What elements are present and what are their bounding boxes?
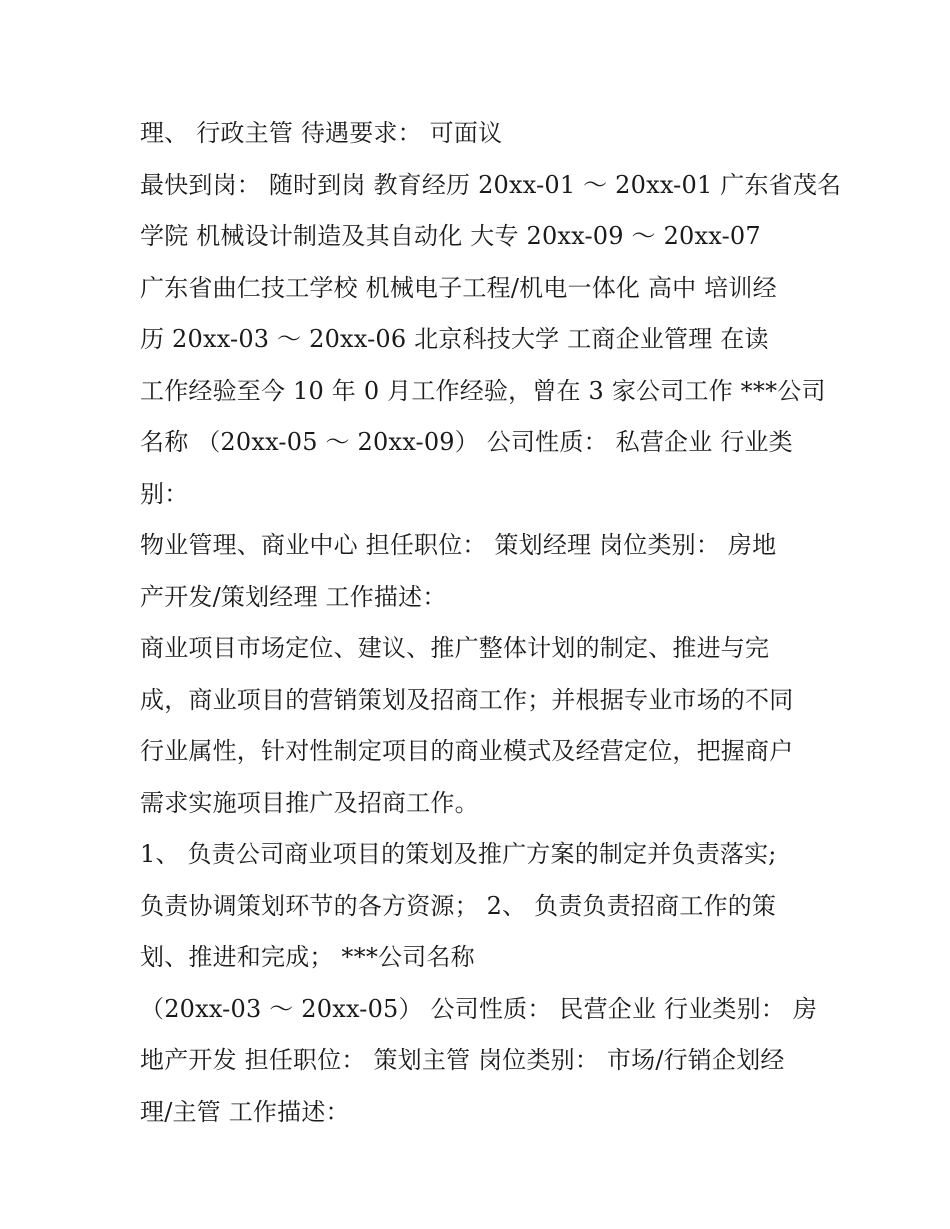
text-line: 学院 机械设计制造及其自动化 大专 20xx-09 ～ 20xx-07 [140,222,761,250]
text-line: 广东省曲仁技工学校 机械电子工程/机电一体化 高中 培训经 [140,273,777,302]
text-line: 需求实施项目推广及招商工作。 [140,788,479,817]
text-line: 名称 （20xx-05 ～ 20xx-09） 公司性质： 私营企业 行业类 [140,428,793,456]
text-line: 成，商业项目的营销策划及招商工作；并根据专业市场的不同 [140,685,794,714]
text-line: 理/主管 工作描述： [140,1097,350,1126]
text-line: 别： [140,479,189,508]
text-line: 历 20xx-03 ～ 20xx-06 北京科技大学 工商企业管理 在读 [140,325,769,353]
text-line: （20xx-03 ～ 20xx-05） 公司性质： 民营企业 行业类别： 房 [140,994,818,1023]
text-line: 物业管理、商业中心 担任职位： 策划经理 岗位类别： 房地 [140,531,777,559]
text-line: 划、推进和完成； ***公司名称 [140,943,475,971]
resume-text-block [140,108,840,1138]
text-line: 1、 负责公司商业项目的策划及推广方案的制定并负责落实; [140,840,777,868]
text-line: 负责协调策划环节的各方资源； 2、 负责负责招商工作的策 [140,891,777,920]
text-line: 最快到岗： 随时到岗 教育经历 20xx-01 ～ 20xx-01 广东省茂名 [140,170,842,199]
text-line: 商业项目市场定位、建议、推广整体计划的制定、推进与完 [140,634,770,662]
text-line: 行业属性，针对性制定项目的商业模式及经营定位，把握商户 [140,737,794,765]
text-line: 工作经验至今 10 年 0 月工作经验，曾在 3 家公司工作 ***公司 [140,376,826,405]
text-line: 产开发/策划经理 工作描述： [140,582,447,611]
text-line: 地产开发 担任职位： 策划主管 岗位类别： 市场/行销企划经 [140,1046,785,1074]
text-line: 理、 行政主管 待遇要求： 可面议 [140,119,503,147]
